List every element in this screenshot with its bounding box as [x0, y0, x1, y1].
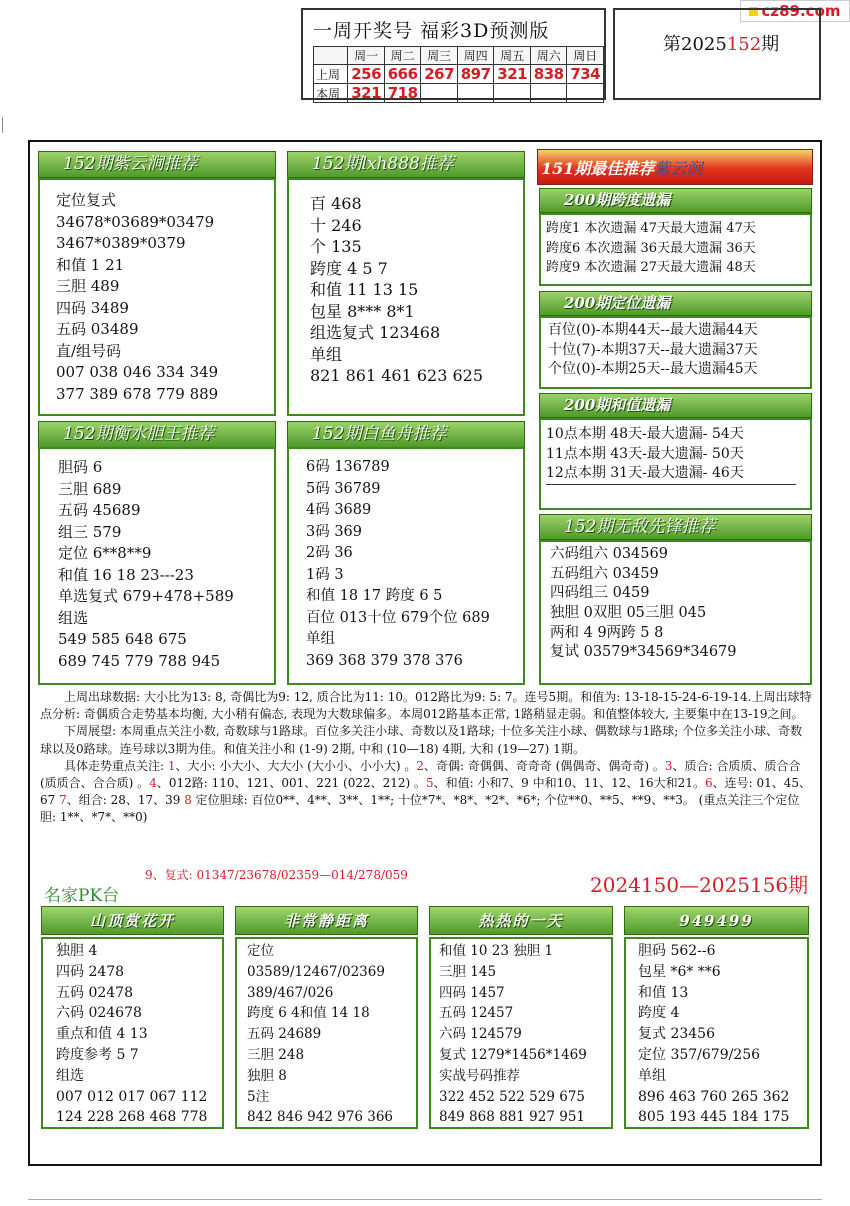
- list-item: 独胆 8: [247, 1067, 287, 1084]
- row-label: 上周: [314, 65, 348, 84]
- list-item: 四码 2478: [56, 963, 125, 980]
- analysis-text: [40, 689, 814, 827]
- list-item: 复试 03579*34569*34679: [550, 644, 737, 661]
- panel-rere-lines: [439, 941, 587, 1128]
- list-item: 组选复式 123468: [310, 323, 441, 342]
- list-item: 805 193 445 184 175: [638, 1109, 790, 1126]
- panel-title: 山顶赏花开: [41, 906, 224, 935]
- best-recommend-banner: 151期最佳推荐紫云涧: [537, 149, 813, 185]
- list-item: 跨度6 本次遗漏 36天最大遗漏 36天: [546, 240, 756, 256]
- analysis-focus: 具体走势重点关注: 1、大小: 小大小、大大小 (大小小、小小大) 。2、奇偶: 奇偶偶、奇奇奇 (偶偶奇、偶奇奇) 。3、质合: 合质质、质合合 (质质合、合合质) 。4、012路: 110、121、001、221 (022、212) 。5、和值: 小和7、9 中和10、11、12、16大和21。6、连号: 01、45、67 7、组合: 28、17、39 8 定位胆球: 百位0**、4**、3**、1**; 十位*7*、*8*、*2*、*6*; 个位**0、**5、**9、**3。 (重点关注三个定位胆: 1**、*7*、**0): [40, 758, 811, 825]
- draw-number: 734: [567, 65, 604, 84]
- panel-title: 152期紫云涧推荐: [38, 151, 276, 178]
- panel-baiyuzhou-lines: [306, 456, 490, 671]
- row-label: 本周: [314, 84, 348, 103]
- page-title: 一周开奖号 福彩3D预测版: [313, 20, 550, 42]
- list-item: 十 246: [310, 215, 362, 235]
- panel-position-omission-lines: [548, 320, 758, 379]
- panel-949499-lines: [638, 941, 789, 1128]
- list-item: 重点和值 4 13: [56, 1026, 148, 1043]
- list-item: 和值 10 23 独胆 1: [439, 943, 554, 959]
- list-item: 五码组六 03459: [550, 565, 659, 582]
- panel-span-omission-lines: [546, 219, 756, 278]
- analysis-next-week: 下周展望: 本周重点关注小数, 奇数球与1路球。百位多关注小球、奇数以及1路球; 十位多关注小球、偶数球与1路球; 个位多关注小球、奇数球以及0路球。连号球以3期为佳。和值关注小和 (1-9) 2期, 中和 (10—18) 4期, 大和 (19—27) 1期。: [40, 724, 803, 756]
- list-item: 4码 3689: [306, 502, 372, 518]
- list-item: 549 585 648 675: [58, 630, 187, 648]
- list-item: 三胆 145: [439, 963, 497, 980]
- list-item: 两和 4 9两跨 5 8: [550, 624, 664, 641]
- draw-number: [530, 84, 567, 103]
- weekday-header: 周日: [567, 47, 604, 65]
- list-item: 821 861 461 623 625: [310, 366, 484, 385]
- list-item: 单选复式 679+478+589: [58, 587, 234, 605]
- list-item: 跨度1 本次遗漏 47天最大遗漏 47天: [546, 221, 756, 236]
- weekday-header: 周五: [494, 47, 531, 65]
- list-item: 跨度 4 5 7: [310, 258, 388, 278]
- list-item: 跨度参考 5 7: [56, 1046, 139, 1063]
- list-item: 四码 3489: [56, 298, 129, 317]
- list-item: 十位(7)-本期37天--最大遗漏37天: [548, 341, 758, 358]
- list-item: 五码 03489: [56, 320, 139, 338]
- list-item: 124 228 268 468 778: [56, 1109, 208, 1126]
- list-item: 842 846 942 976 366: [247, 1109, 394, 1126]
- list-item: 单组: [638, 1067, 666, 1084]
- list-item: 百位(0)-本期44天--最大遗漏44天: [548, 322, 758, 338]
- list-item: 三胆 489: [56, 277, 120, 295]
- list-item: 定位 357/679/256: [638, 1046, 761, 1063]
- list-item: 独胆 4: [56, 943, 98, 959]
- section-title: 名家PK台: [44, 886, 120, 906]
- site-logo[interactable]: cz89.com: [740, 0, 850, 22]
- list-item: 包星 *6* **6: [638, 963, 721, 980]
- list-item: 复式 1279*1456*1469: [439, 1046, 587, 1063]
- draw-number: [494, 84, 531, 103]
- list-item: 个 135: [310, 237, 362, 256]
- list-item: 11点本期 43天-最大遗漏- 50天: [546, 445, 744, 462]
- list-item: 3467*0389*0379: [56, 234, 186, 252]
- panel-title: 200期定位遗漏: [539, 291, 812, 316]
- panel-title: 152期无敌先锋推荐: [539, 514, 812, 540]
- list-item: 10点本期 48天-最大遗漏- 54天: [546, 426, 744, 442]
- weekday-header: 周二: [384, 47, 421, 65]
- list-item: 五码 24689: [247, 1026, 322, 1043]
- panel-shanding-lines: [56, 941, 207, 1128]
- panel-title: 152期lxh888推荐: [287, 151, 525, 178]
- divider: [546, 484, 796, 485]
- list-item: 跨度 4: [638, 1005, 680, 1022]
- list-item: 六码组六 034569: [550, 546, 668, 562]
- list-item: 689 745 779 788 945: [58, 651, 221, 670]
- list-item: 和值 13: [638, 984, 689, 1001]
- draw-number: 267: [421, 65, 458, 84]
- list-item: 单组: [306, 631, 335, 647]
- list-item: 和值 18 17 跨度 6 5: [306, 588, 443, 604]
- weekly-draws-box: [301, 8, 606, 100]
- this-week-row: [314, 84, 604, 103]
- list-item: 三胆 248: [247, 1046, 305, 1063]
- panel-title: 200期跨度遗漏: [539, 188, 812, 213]
- list-item: 377 389 678 779 889: [56, 384, 219, 403]
- weekly-draws-table: [313, 46, 604, 103]
- draw-number: [457, 84, 494, 103]
- panel-title: 949499: [624, 906, 809, 935]
- panel-title: 非常静距离: [235, 906, 418, 935]
- list-item: 03589/12467/02369: [247, 963, 385, 980]
- draw-number: 666: [384, 65, 421, 84]
- list-item: 389/467/026: [247, 984, 334, 1001]
- list-item: 组选: [56, 1067, 84, 1084]
- list-item: 复式 23456: [638, 1026, 715, 1043]
- panel-lxh888-lines: [310, 192, 483, 386]
- list-item: 定位: [247, 943, 274, 959]
- list-item: 和值 11 13 15: [310, 280, 419, 299]
- list-item: 896 463 760 265 362: [638, 1088, 790, 1105]
- list-item: 849 868 881 927 951: [439, 1109, 586, 1126]
- last-week-row: [314, 65, 604, 84]
- draw-number: [567, 84, 604, 103]
- draw-number: 718: [384, 84, 421, 103]
- list-item: 007 038 046 334 349: [56, 363, 219, 381]
- list-item: 5注: [247, 1088, 270, 1105]
- list-item: 五码 02478: [56, 984, 133, 1001]
- list-item: 实战号码推荐: [439, 1067, 520, 1084]
- draw-number: 838: [530, 65, 567, 84]
- list-item: 组三 579: [58, 522, 122, 541]
- weekday-header: 周一: [348, 47, 385, 65]
- panel-hengshui-lines: [58, 456, 234, 671]
- list-item: 5码 36789: [306, 480, 381, 497]
- list-item: 胆码 6: [58, 458, 103, 476]
- panel-title: 热热的一天: [429, 906, 613, 935]
- list-item: 007 012 017 067 112: [56, 1088, 208, 1105]
- panel-title: 152期白鱼舟推荐: [287, 421, 525, 448]
- panel-title: 200期和值遗漏: [539, 393, 812, 418]
- list-item: 1码 3: [306, 566, 344, 583]
- panel-feichang-lines: [247, 941, 393, 1128]
- draw-number: 321: [494, 65, 531, 84]
- list-item: 6码 136789: [306, 459, 390, 475]
- weekday-header: 周三: [421, 47, 458, 65]
- list-item: 百位 013十位 679个位 689: [306, 609, 490, 626]
- list-item: 四码 1457: [439, 984, 505, 1001]
- list-item: 2码 36: [306, 545, 353, 561]
- period-label: 第2025152期: [663, 34, 780, 55]
- list-item: 定位复式: [56, 191, 117, 209]
- list-item: 34678*03689*03479: [56, 212, 215, 231]
- list-item: 百 468: [310, 194, 362, 213]
- panel-title: 152期衡水胆王推荐: [38, 421, 276, 448]
- period-box: [613, 8, 821, 100]
- list-item: 胆码 562--6: [638, 943, 716, 959]
- list-item: 三胆 689: [58, 479, 122, 498]
- list-item: 个位(0)-本期25天--最大遗漏45天: [548, 361, 758, 378]
- list-item: 定位 6**8**9: [58, 544, 152, 562]
- draw-number: 897: [457, 65, 494, 84]
- list-item: 322 452 522 529 675: [439, 1088, 586, 1105]
- panel-sum-omission-lines: [546, 424, 744, 483]
- list-item: 和值 1 21: [56, 255, 125, 274]
- list-item: 跨度9 本次遗漏 27天最大遗漏 48天: [546, 260, 756, 276]
- list-item: 3码 369: [306, 523, 363, 540]
- weekday-header: 周四: [457, 47, 494, 65]
- weekday-header: 周六: [530, 47, 567, 65]
- list-item: 和值 16 18 23---23: [58, 565, 194, 584]
- list-item: 跨度 6 4和值 14 18: [247, 1005, 370, 1022]
- draw-number: [421, 84, 458, 103]
- list-item: 六码 024678: [56, 1005, 142, 1022]
- draw-number: 256: [348, 65, 385, 84]
- weekday-row: [314, 47, 604, 65]
- compound-pick: 9、复式: 01347/23678/02359—014/278/059: [145, 868, 408, 882]
- list-item: 六码 124579: [439, 1026, 522, 1043]
- list-item: 单组: [310, 344, 343, 364]
- panel-wudi-lines: [550, 543, 737, 661]
- list-item: 组选: [58, 608, 89, 627]
- list-item: 独胆 0双胆 05三胆 045: [550, 605, 707, 622]
- divider: [2, 117, 3, 133]
- list-item: 12点本期 31天-最大遗漏- 46天: [546, 465, 744, 482]
- divider: [28, 1199, 822, 1200]
- list-item: 五码 45689: [58, 501, 141, 519]
- list-item: 直/组号码: [56, 341, 122, 360]
- list-item: 五码 12457: [439, 1005, 514, 1022]
- list-item: 四码组三 0459: [550, 585, 650, 602]
- analysis-last-week: 上周出球数据: 大小比为13: 8, 奇偶比为9: 12, 质合比为11: 10。012路比为9: 5: 7。连号5期。和值为: 13-18-15-24-6-19-14.上周出球特点分析: 奇偶质合走势基本均衡, 大小稍有偏态, 表现为大数球偏多。本周012路基本正常, 1路稍显走弱。和值整体较大, 主要集中在13-19之间。: [40, 690, 812, 722]
- list-item: 369 368 379 378 376: [306, 652, 463, 669]
- list-item: 包星 8*** 8*1: [310, 301, 415, 321]
- panel-ziyunjian-lines: [56, 190, 218, 405]
- period-range: 2024150—2025156期: [590, 873, 809, 897]
- draw-number: 321: [348, 84, 385, 103]
